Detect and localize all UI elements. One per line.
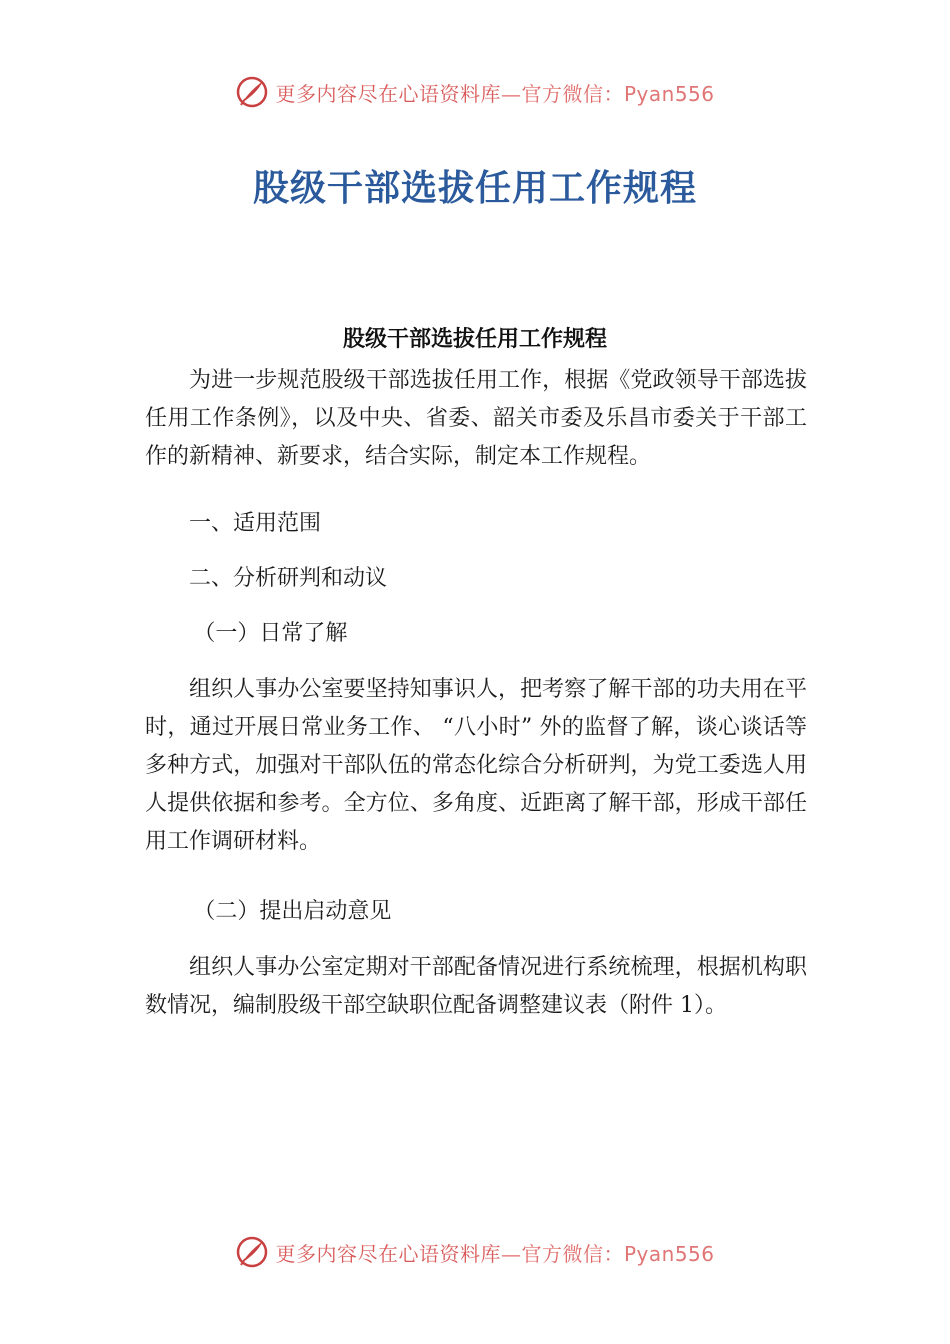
subsection-heading-daily: （一）日常了解 — [193, 621, 348, 646]
watermark-brand: 更多内容尽在心语资料库 — [275, 81, 501, 106]
watermark-wechat-id: Pyan556 — [623, 81, 715, 106]
feather-pen-logo-icon — [235, 75, 269, 109]
footer-watermark — [0, 1232, 950, 1272]
daily-understanding-paragraph: 组织人事办公室要坚持知事识人，把考察了解干部的功夫用在平时，通过开展日常业务工作、 “八小时” 外的监督了解，谈心谈话等多种方式，加强对干部队伍的常态化综合分析研判，为党工委选人用人提供依据和参考。全方位、多角度、近距离了解干部，形成干部任用工作调研材料。 — [145, 677, 807, 854]
watermark-wechat-label: 官方微信： — [521, 81, 624, 106]
watermark-text — [275, 1238, 714, 1267]
watermark-dash: — — [500, 81, 522, 106]
subsection-heading-proposal: （二）提出启动意见 — [193, 899, 392, 924]
document-title: 股级干部选拔任用工作规程 — [342, 327, 607, 352]
section-heading-analysis: 二、分析研判和动议 — [189, 566, 388, 591]
main-title: 股级干部选拔任用工作规程 — [252, 168, 697, 209]
watermark-wechat-label: 官方微信： — [521, 1241, 624, 1266]
header-watermark — [0, 72, 950, 112]
proposal-paragraph: 组织人事办公室定期对干部配备情况进行系统梳理，根据机构职数情况，编制股级干部空缺职位配备调整建议表（附件 1）。 — [145, 955, 807, 1018]
feather-pen-logo-icon — [235, 1235, 269, 1269]
intro-paragraph: 为进一步规范股级干部选拔任用工作，根据《党政领导干部选拔任用工作条例》，以及中央、省委、韶关市委及乐昌市委关于干部工作的新精神、新要求，结合实际，制定本工作规程。 — [145, 368, 807, 469]
watermark-text — [275, 78, 714, 107]
watermark-dash: — — [500, 1241, 522, 1266]
watermark-brand: 更多内容尽在心语资料库 — [275, 1241, 501, 1266]
watermark-wechat-id: Pyan556 — [623, 1241, 715, 1266]
section-heading-scope: 一、适用范围 — [189, 511, 322, 536]
